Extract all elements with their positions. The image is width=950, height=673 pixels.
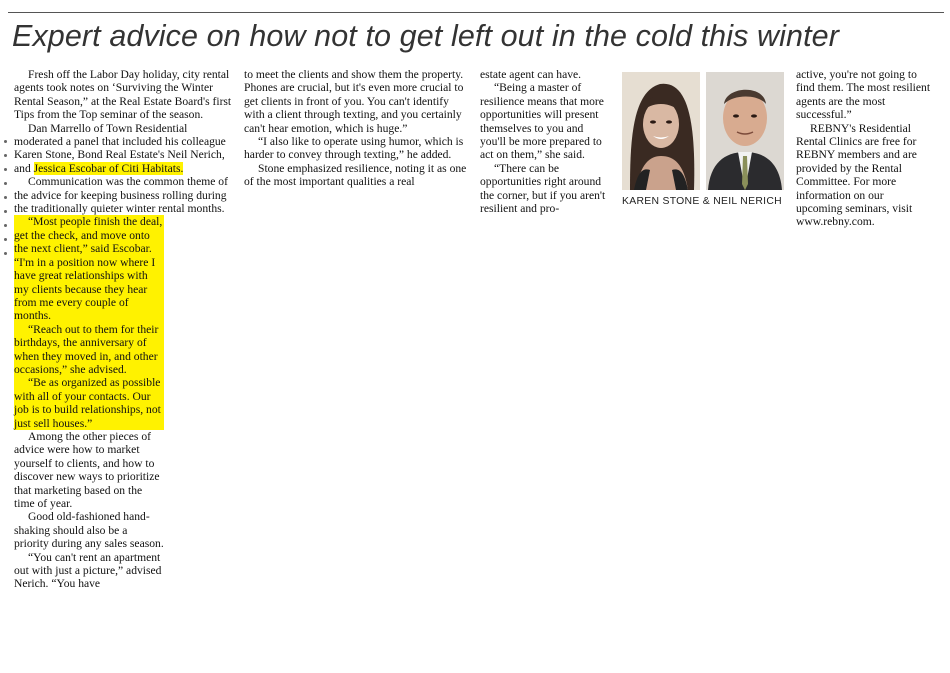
paragraph: Fresh off the Labor Day holiday, city rental agents took notes on ‘Surviving the Winter Rental Season,” at the Real Estate Board's first Tips from the Top seminar of the season. <box>14 68 232 122</box>
paragraph: Good old-fashioned hand-shaking should also be a priority during any sales season. <box>14 510 164 551</box>
column-1 <box>14 68 234 591</box>
paragraph: Stone emphasized resilience, noting it as one of the most important qualities a real <box>244 161 467 189</box>
paragraph: to meet the clients and show them the property. Phones are crucial, but it's even more crucial to get clients in front of you. You can't identify with a client through texting, and you certainly can't hear emotion, which is huge.” <box>244 68 464 135</box>
portrait-photos <box>622 72 786 190</box>
highlighted-quotes <box>14 215 164 430</box>
paragraph: “Reach out to them for their birthdays, the anniversary of when they moved in, and other occasions,” she advised. <box>14 322 159 376</box>
paragraph: Among the other pieces of advice were how to market yourself to clients, and how to discover new ways to prioritize that marketing based on the time of year. <box>14 429 160 510</box>
neil-nerich-photo <box>706 72 784 190</box>
top-rule <box>8 12 944 13</box>
margin-marks <box>4 140 8 270</box>
paragraph: “I also like to operate using humor, which is harder to convey through texting,” he added. <box>244 135 464 162</box>
paragraph: “Most people finish the deal, get the check, and move onto the next client,” said Escobar. “I'm in a position now where I have great relationships with my clients because they hear from me every couple of months. <box>14 215 163 323</box>
column-3 <box>480 68 612 215</box>
paragraph: “You can't rent an apartment out with just a picture,” advised Nerich. “You have <box>14 550 162 591</box>
paragraph: Communication was the common theme of the advice for keeping business rolling during the traditionally quieter winter rental months. <box>14 175 228 216</box>
column-4 <box>796 68 932 229</box>
article-headline: Expert advice on how not to get left out in the cold this winter <box>12 19 839 53</box>
paragraph: active, you're not going to find them. The most resilient agents are the most successful.” <box>796 68 931 122</box>
paragraph: estate agent can have. <box>480 68 582 81</box>
highlighted-name: Jessica Escobar of Citi Habitats. <box>33 161 184 175</box>
photo-caption: KAREN STONE & NEIL NERICH <box>622 196 782 207</box>
paragraph: “Be as organized as possible with all of your contacts. Our job is to build relationships, not just sell houses.” <box>14 376 161 430</box>
karen-stone-photo <box>622 72 700 190</box>
paragraph: “There can be opportunities right around the corner, but if you aren't resilient and pro- <box>480 161 606 216</box>
paragraph-text: Dan Marrello of Town Residential moderated a panel that included his colleague Karen Stone, Bond Real Estate's Neil Nerich, and <box>14 121 226 175</box>
paragraph: REBNY's Residential Rental Clinics are free for REBNY members and are provided by the Rental Committee. For more information on our upcoming seminars, visit www.rebny.com. <box>796 121 917 229</box>
paragraph: “Being a master of resilience means that more opportunities will present themselves to you and you'll be more prepared to act on them,” she said. <box>480 81 604 162</box>
column-2 <box>244 68 472 189</box>
paragraph <box>14 122 234 176</box>
